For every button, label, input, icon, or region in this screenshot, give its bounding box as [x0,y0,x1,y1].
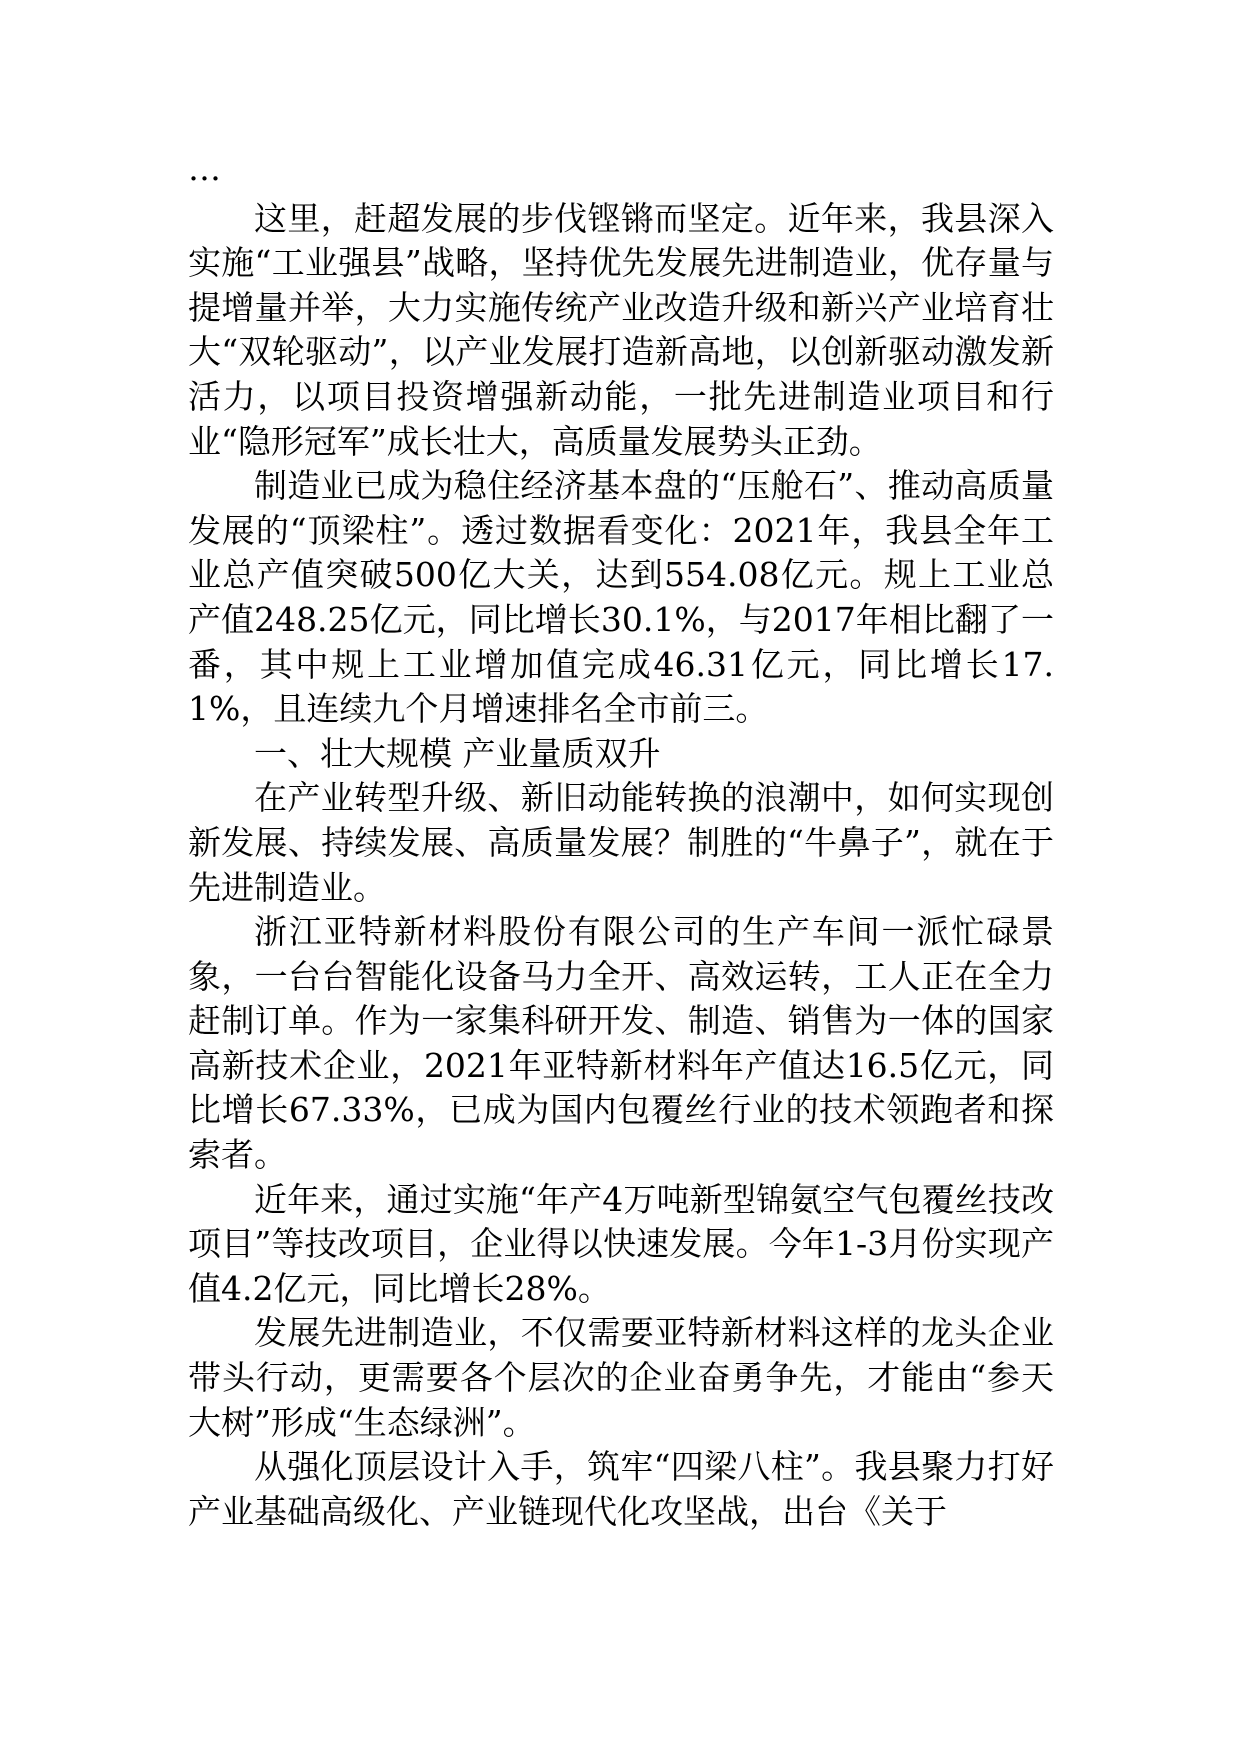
ellipsis: … [188,149,221,188]
paragraph-intro: 这里，赶超发展的步伐铿锵而坚定。近年来，我县深入实施“工业强县”战略，坚持优先发展先进制造业，优存量与提增量并举，大力实施传统产业改造升级和新兴产业培育壮大“双轮驱动”，以产业发展打造新高地，以创新驱动激发新活力，以项目投资增强新动能，一批先进制造业项目和行业“隐形冠军”成长壮大，高质量发展势头正劲。 [188,198,1054,461]
section-heading: 一、壮大规模 产业量质双升 [254,733,661,773]
paragraph-statistics: 制造业已成为稳住经济基本盘的“压舱石”、推动高质量发展的“顶梁柱”。透过数据看变化：2021年，我县全年工业总产值突破500亿大关，达到554.08亿元。规上工业总产值248.25亿元，同比增长30.1%，与2017年相比翻了一番，其中规上工业增加值完成46.31亿元，同比增长17.1%，且连续九个月增速排名全市前三。 [188,466,1054,729]
paragraph-company: 浙江亚特新材料股份有限公司的生产车间一派忙碌景象，一台台智能化设备马力全开、高效运转，工人正在全力赶制订单。作为一家集科研开发、制造、销售为一体的国家高新技术企业，2021年亚特新材料年产值达16.5亿元，同比增长67.33%，已成为国内包覆丝行业的技术领跑者和探索者。 [188,912,1054,1175]
document-page [188,149,1054,1534]
paragraph-ecosystem: 发展先进制造业，不仅需要亚特新材料这样的龙头企业带头行动，更需要各个层次的企业奋勇争先，才能由“参天大树”形成“生态绿洲”。 [188,1313,1054,1442]
paragraph-top-design: 从强化顶层设计入手，筑牢“四梁八柱”。我县聚力打好产业基础高级化、产业链现代化攻坚战，出台《关于 [188,1447,1054,1531]
paragraph-question: 在产业转型升级、新旧动能转换的浪潮中，如何实现创新发展、持续发展、高质量发展？制胜的“牛鼻子”，就在于先进制造业。 [188,778,1054,907]
paragraph-tech-upgrade: 近年来，通过实施“年产4万吨新型锦氨空气包覆丝技改项目”等技改项目，企业得以快速发展。今年1-3月份实现产值4.2亿元，同比增长28%。 [188,1179,1054,1308]
